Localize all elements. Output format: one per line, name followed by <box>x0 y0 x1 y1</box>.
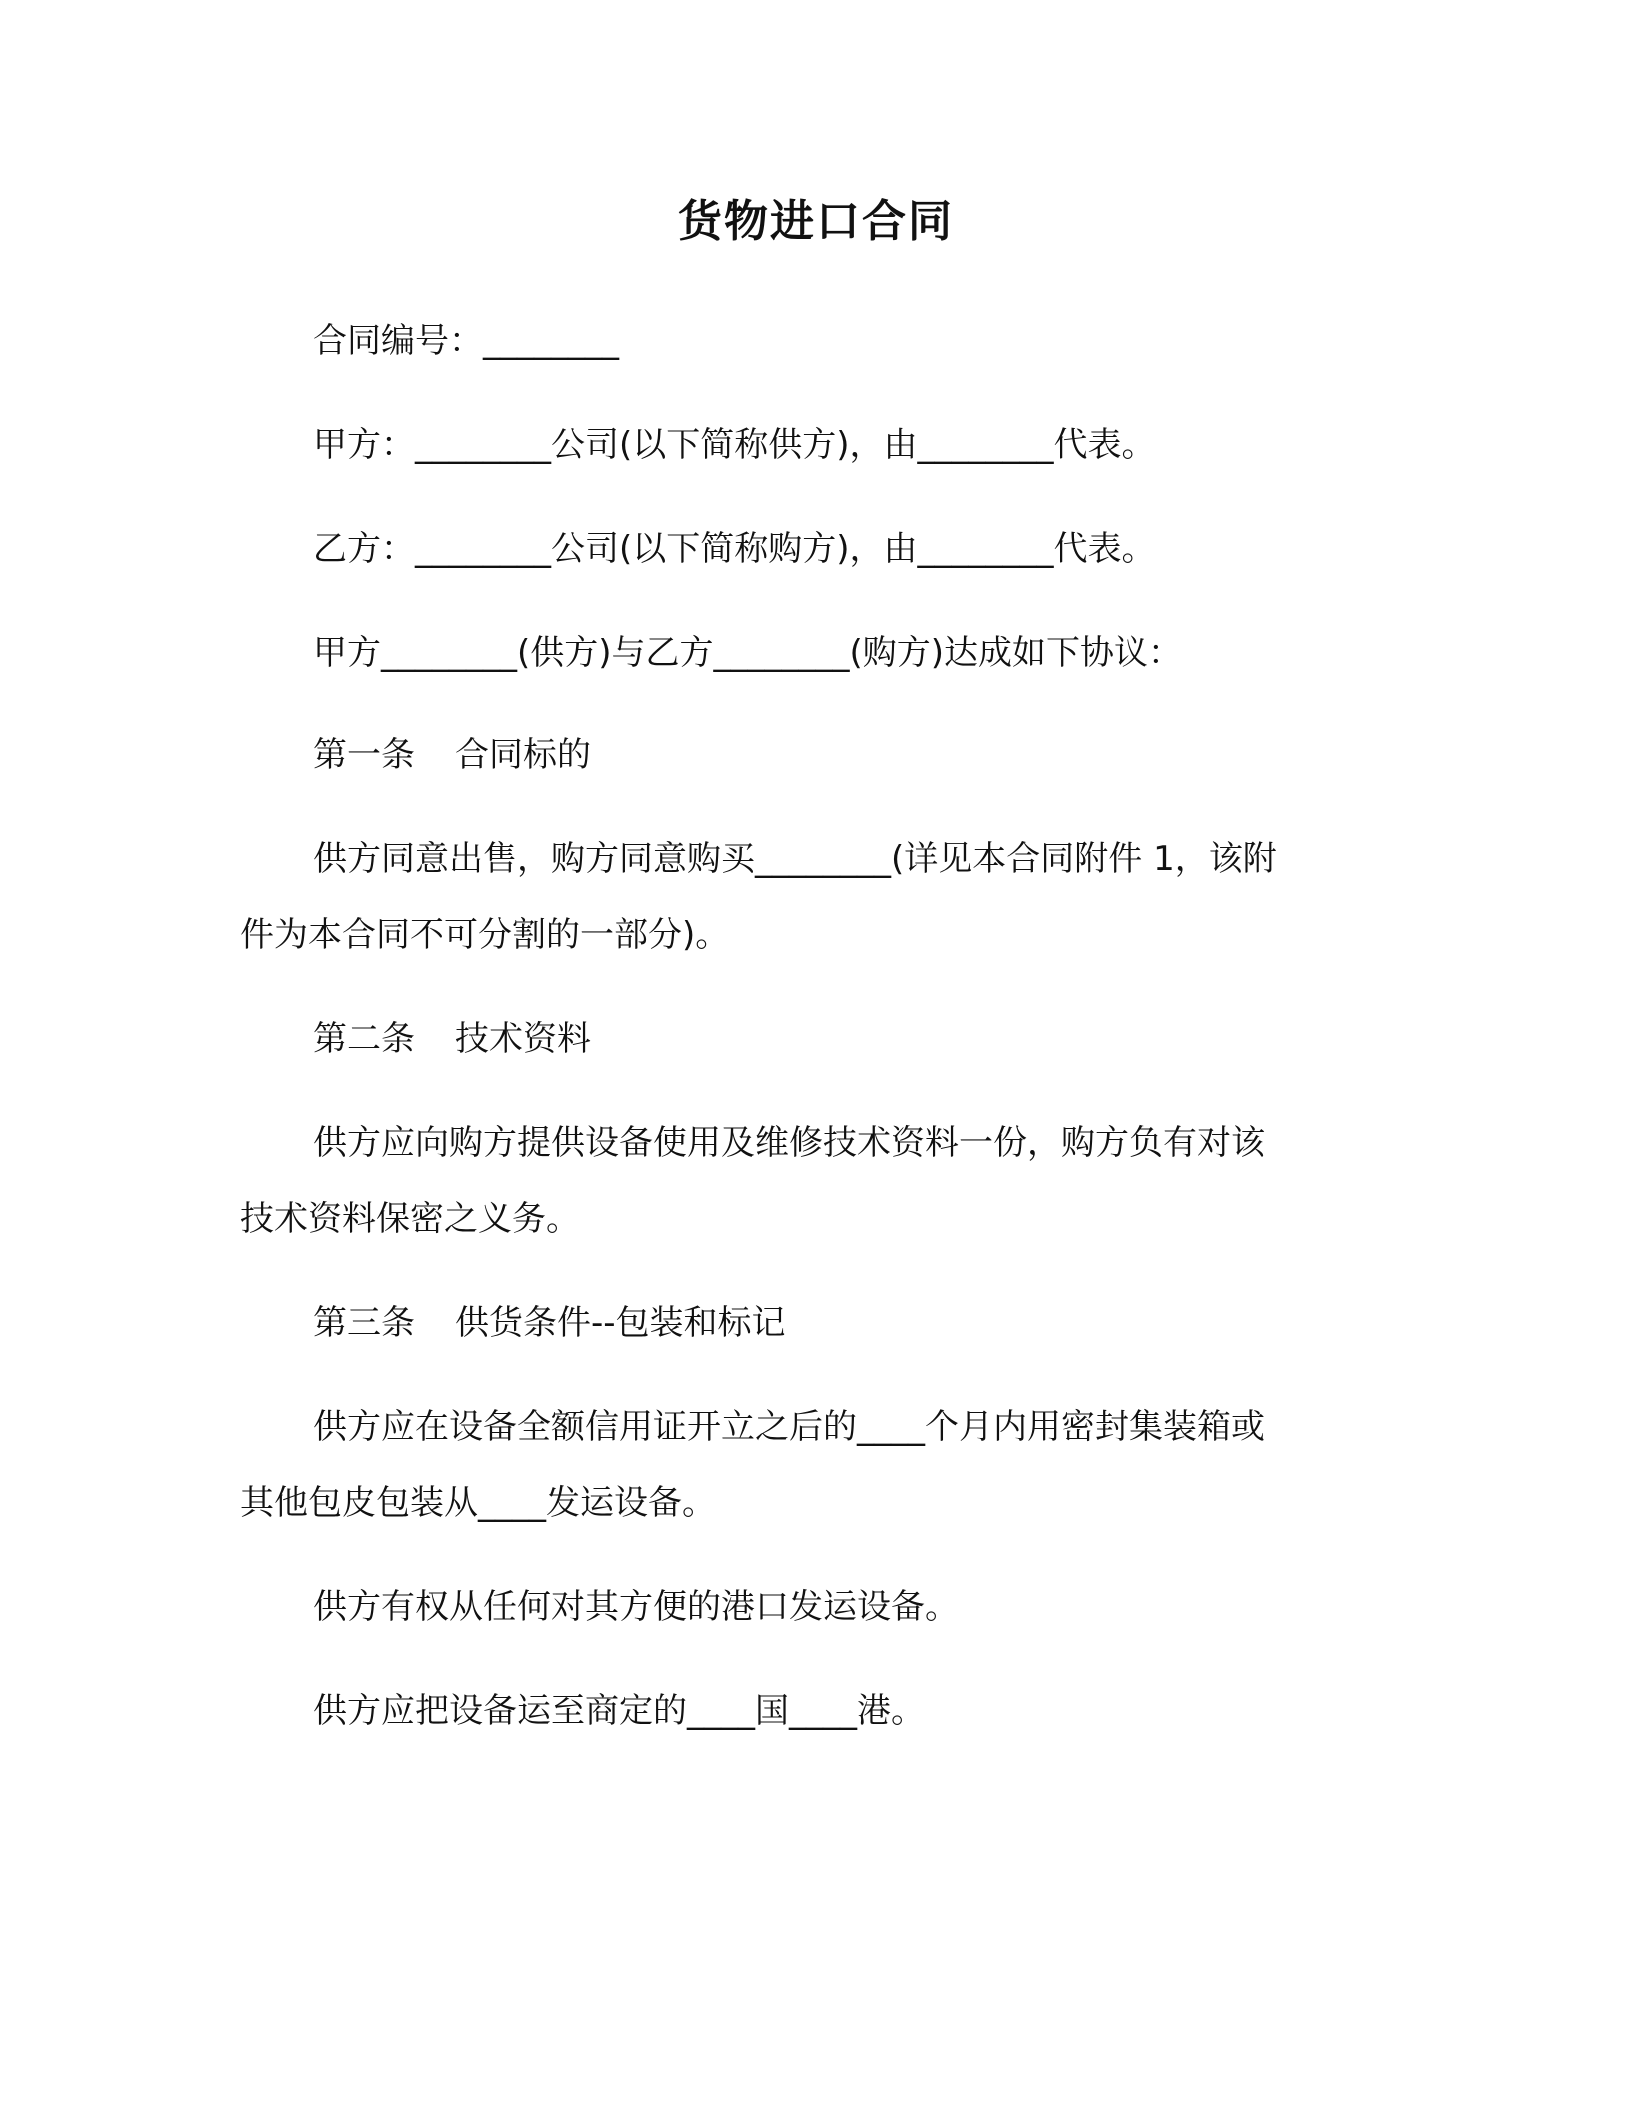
article-3-number: 第三条 <box>313 1303 415 1343</box>
party-b-line: 乙方：________公司(以下简称购方)，由________代表。 <box>313 529 1156 569</box>
article-3-body-line-2: 其他包皮包装从____发运设备。 <box>240 1483 716 1523</box>
article-1-body-line-2: 件为本合同不可分割的一部分)。 <box>240 915 730 955</box>
article-3-heading <box>313 1300 786 1346</box>
party-a-line: 甲方：________公司(以下简称供方)，由________代表。 <box>313 425 1156 465</box>
agreement-line: 甲方________(供方)与乙方________(购方)达成如下协议： <box>313 633 1183 673</box>
contract-number: 合同编号：________ <box>313 321 619 361</box>
article-1-title: 合同标的 <box>455 735 591 775</box>
article-2-heading <box>313 1016 591 1062</box>
article-1-body-line-1: 供方同意出售，购方同意购买________(详见本合同附件 1，该附 <box>313 839 1277 879</box>
article-2-number: 第二条 <box>313 1019 415 1059</box>
article-2-body-line-1: 供方应向购方提供设备使用及维修技术资料一份，购方负有对该 <box>313 1123 1265 1163</box>
article-2-body-line-2: 技术资料保密之义务。 <box>240 1199 580 1239</box>
article-2-title: 技术资料 <box>455 1019 591 1059</box>
article-3-paragraph-2: 供方有权从任何对其方便的港口发运设备。 <box>313 1587 959 1627</box>
article-3-title: 供货条件--包装和标记 <box>455 1303 786 1343</box>
article-3-body-line-1: 供方应在设备全额信用证开立之后的____个月内用密封集装箱或 <box>313 1407 1265 1447</box>
article-1-heading <box>313 732 591 778</box>
document-title: 货物进口合同 <box>678 196 954 247</box>
article-1-number: 第一条 <box>313 735 415 775</box>
article-3-paragraph-3: 供方应把设备运至商定的____国____港。 <box>313 1691 925 1731</box>
